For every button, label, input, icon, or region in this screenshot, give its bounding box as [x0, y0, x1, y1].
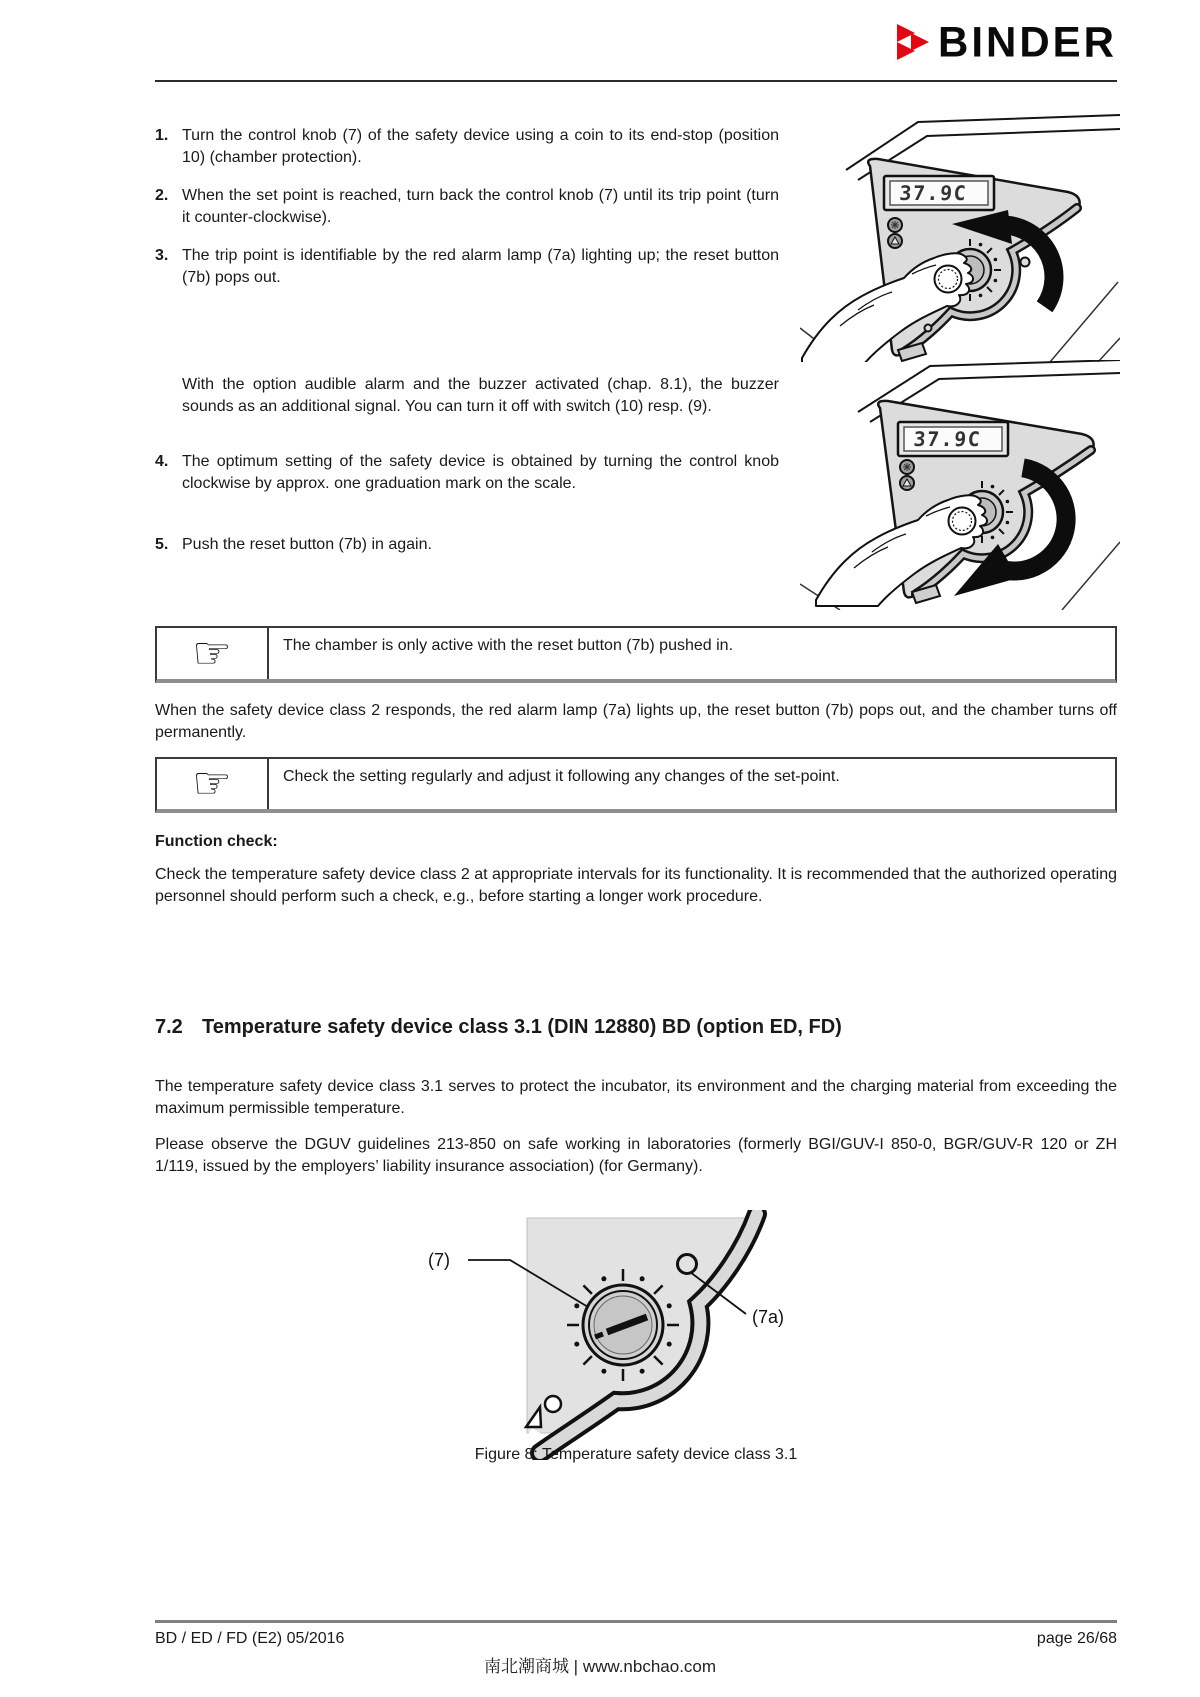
- step-number: 3.: [155, 247, 169, 264]
- knob-turn-cw-illustration: [800, 360, 1120, 610]
- footer-page-number: page 26/68: [1036, 1630, 1117, 1647]
- section-title: Temperature safety device class 3.1 (DIN 12880) BD (option ED, FD): [202, 1016, 842, 1038]
- pointing-hand-icon: ☞: [192, 628, 232, 678]
- section-number: 7.2: [155, 1016, 183, 1038]
- step-text: Push the reset button (7b) in again.: [182, 536, 432, 553]
- section-heading: [155, 1016, 1117, 1039]
- step-text: Turn the control knob (7) of the safety device using a coin to its end-stop (position 10) (chamber protection).: [182, 127, 779, 166]
- note-icon-cell: [157, 628, 269, 679]
- safety-device-knob: [583, 1285, 663, 1365]
- binder-logo-mark-icon: [895, 22, 931, 64]
- figure-label-7a: (7a): [752, 1307, 785, 1327]
- para-class2-response: When the safety device class 2 responds, the red alarm lamp (7a) lights up, the reset button (7b) pops out, and the chamber turns off permanently.: [155, 702, 1117, 741]
- footer-rule: [155, 1620, 1117, 1623]
- step-item-2: [155, 185, 779, 228]
- step-number: 2.: [155, 187, 169, 204]
- temperature-display: [898, 422, 1008, 456]
- step-text: The trip point is identifiable by the red alarm lamp (7a) lighting up; the reset button (7b) pops out.: [182, 247, 779, 286]
- note-box-1: [155, 626, 1117, 683]
- function-check-heading: Function check:: [155, 833, 278, 850]
- step-item-4: [155, 451, 779, 494]
- step-paragraph-option-alarm: [155, 374, 779, 417]
- note-box-2: [155, 757, 1117, 813]
- section-para-1: The temperature safety device class 3.1 serves to protect the incubator, its environment and the charging material from exceeding the maximum permissible temperature.: [155, 1078, 1117, 1117]
- alarm-lamp-icon: [900, 460, 914, 474]
- note-1-text: The chamber is only active with the reset button (7b) pushed in.: [283, 637, 734, 654]
- step-text: The optimum setting of the safety device is obtained by turning the control knob clockwise by approx. one graduation mark on the scale.: [182, 453, 779, 492]
- section-para-2: Please observe the DGUV guidelines 213-850 on safe working in laboratories (formerly BGI/GUV-I 850-0, BGR/GUV-R 120 or ZH 1/119, issued by the employers’ liability insurance association) (for Germany).: [155, 1136, 1117, 1175]
- binder-logo-text: BINDER: [937, 17, 1117, 66]
- display-value: 37.9C: [898, 181, 969, 205]
- note-icon-cell: [157, 759, 269, 809]
- figure-caption: Figure 8: Temperature safety device class 3.1: [474, 1446, 798, 1463]
- step-number: 1.: [155, 127, 169, 144]
- reset-button-icon: [888, 234, 902, 248]
- note-2-text: Check the setting regularly and adjust it following any changes of the set-point.: [283, 768, 840, 785]
- step-item-3: [155, 245, 779, 288]
- figure-8-knob-illustration: [380, 1210, 860, 1460]
- step-text: With the option audible alarm and the buzzer activated (chap. 8.1), the buzzer sounds as an additional signal. You can turn it off with switch (10) resp. (9).: [182, 376, 779, 415]
- alarm-lamp-icon: [888, 218, 902, 232]
- footer-doc-code: BD / ED / FD (E2) 05/2016: [155, 1630, 345, 1647]
- step-item-5: [155, 534, 779, 556]
- step-text: When the set point is reached, turn back the control knob (7) until its trip point (turn it counter-clockwise).: [182, 187, 779, 226]
- reset-button-icon: [900, 476, 914, 490]
- knob-turn-ccw-illustration: [800, 112, 1120, 362]
- step-number: 4.: [155, 453, 169, 470]
- binder-logo: [895, 17, 1117, 66]
- step-number: [155, 374, 182, 417]
- header-rule: [155, 80, 1117, 82]
- pointing-hand-icon: ☞: [192, 759, 232, 808]
- alarm-lamp-icon: [678, 1255, 697, 1274]
- step-number: 5.: [155, 536, 169, 553]
- temperature-display: [884, 176, 994, 210]
- watermark-text: 南北潮商城 | www.nbchao.com: [483, 1657, 717, 1676]
- step-item-1: [155, 125, 779, 168]
- display-value: 37.9C: [912, 427, 983, 451]
- function-check-paragraph: Check the temperature safety device class 2 at appropriate intervals for its functionality. It is recommended that the authorized operating personnel should perform such a check, e.g., before starting a longer work procedure.: [155, 866, 1117, 905]
- figure-label-7: (7): [428, 1250, 450, 1270]
